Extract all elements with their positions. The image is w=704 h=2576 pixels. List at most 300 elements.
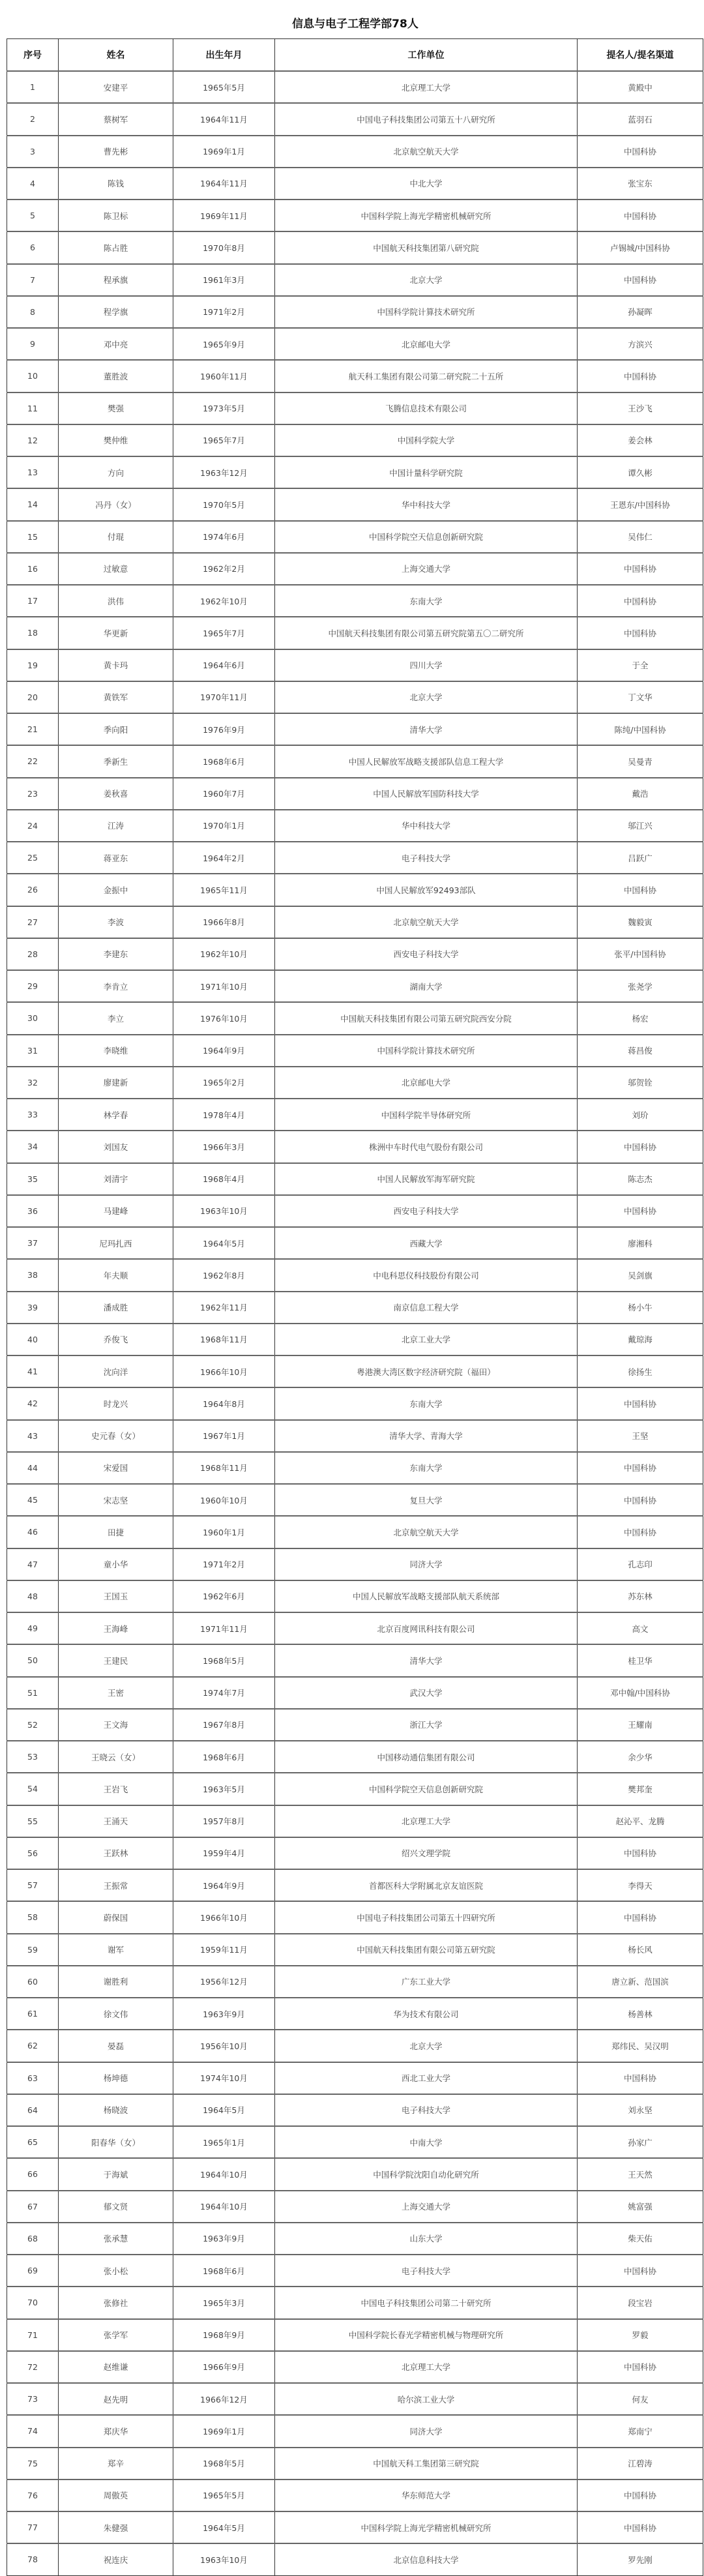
cell-nominator: 中国科协 [578, 585, 703, 617]
cell-workplace: 上海交通大学 [275, 2191, 578, 2223]
cell-workplace: 中国人民解放军战略支援部队信息工程大学 [275, 745, 578, 777]
cell-birth: 1974年6月 [173, 521, 275, 553]
cell-nominator: 杨小牛 [578, 1292, 703, 1324]
cell-birth: 1962年6月 [173, 1580, 275, 1612]
cell-index: 18 [7, 617, 59, 649]
cell-index: 27 [7, 906, 59, 938]
cell-birth: 1963年12月 [173, 456, 275, 488]
cell-name: 方向 [59, 456, 173, 488]
cell-nominator: 谭久彬 [578, 456, 703, 488]
cell-birth: 1973年5月 [173, 392, 275, 424]
cell-nominator: 罗先刚 [578, 2543, 703, 2575]
cell-nominator: 邬江兴 [578, 810, 703, 842]
cell-workplace: 中国科学院沈阳自动化研究所 [275, 2158, 578, 2190]
cell-name: 王晓云（女） [59, 1741, 173, 1773]
table-row [7, 810, 703, 842]
cell-birth: 1959年11月 [173, 1934, 275, 1966]
cell-index: 8 [7, 296, 59, 328]
cell-index: 49 [7, 1612, 59, 1644]
cell-workplace: 北京理工大学 [275, 1805, 578, 1837]
cell-workplace: 中国人民解放军92493部队 [275, 874, 578, 906]
cell-index: 46 [7, 1516, 59, 1548]
cell-name: 阳春华（女） [59, 2126, 173, 2158]
table-row [7, 2511, 703, 2543]
cell-workplace: 中国人民解放军战略支援部队航天系统部 [275, 1580, 578, 1612]
cell-index: 68 [7, 2223, 59, 2255]
cell-nominator: 余少华 [578, 1741, 703, 1773]
cell-workplace: 电子科技大学 [275, 2255, 578, 2287]
cell-index: 28 [7, 938, 59, 970]
cell-index: 58 [7, 1901, 59, 1933]
cell-index: 32 [7, 1067, 59, 1099]
cell-workplace: 株洲中车时代电气股份有限公司 [275, 1131, 578, 1162]
cell-nominator: 郑纬民、吴汉明 [578, 2030, 703, 2062]
cell-workplace: 华为技术有限公司 [275, 1998, 578, 2030]
cell-index: 55 [7, 1805, 59, 1837]
table-row [7, 1998, 703, 2030]
cell-index: 38 [7, 1259, 59, 1291]
cell-workplace: 北京理工大学 [275, 2351, 578, 2383]
cell-nominator: 中国科协 [578, 1484, 703, 1516]
cell-index: 33 [7, 1099, 59, 1131]
table-row [7, 424, 703, 456]
cell-workplace: 清华大学 [275, 713, 578, 745]
cell-nominator: 陈志杰 [578, 1163, 703, 1195]
cell-nominator: 王坚 [578, 1420, 703, 1452]
cell-birth: 1962年11月 [173, 1292, 275, 1324]
cell-workplace: 北京工业大学 [275, 1324, 578, 1355]
cell-nominator: 中国科协 [578, 1516, 703, 1548]
cell-name: 沈向洋 [59, 1355, 173, 1387]
cell-name: 洪伟 [59, 585, 173, 617]
table-row [7, 778, 703, 810]
cell-nominator: 赵沁平、龙腾 [578, 1805, 703, 1837]
cell-birth: 1969年1月 [173, 136, 275, 168]
cell-name: 邓中亮 [59, 328, 173, 360]
cell-birth: 1965年1月 [173, 2126, 275, 2158]
cell-workplace: 湖南大学 [275, 970, 578, 1002]
cell-nominator: 中国科协 [578, 874, 703, 906]
cell-name: 谢胜利 [59, 1966, 173, 1998]
cell-workplace: 航天科工集团有限公司第二研究院二十五所 [275, 360, 578, 392]
cell-nominator: 柴天佑 [578, 2223, 703, 2255]
table-row [7, 1677, 703, 1709]
cell-nominator: 中国科协 [578, 617, 703, 649]
table-row [7, 2191, 703, 2223]
cell-name: 季向阳 [59, 713, 173, 745]
cell-nominator: 蓝羽石 [578, 103, 703, 135]
cell-birth: 1968年4月 [173, 1163, 275, 1195]
cell-birth: 1968年5月 [173, 1644, 275, 1676]
table-row [7, 200, 703, 231]
cell-workplace: 中国航天科技集团有限公司第五研究院西安分院 [275, 1002, 578, 1034]
cell-workplace: 中国科学院计算技术研究所 [275, 1035, 578, 1067]
header-workplace: 工作单位 [275, 39, 578, 72]
cell-index: 21 [7, 713, 59, 745]
cell-birth: 1971年11月 [173, 1612, 275, 1644]
table-row [7, 874, 703, 906]
cell-birth: 1978年4月 [173, 1099, 275, 1131]
cell-birth: 1964年10月 [173, 2191, 275, 2223]
table-row [7, 2383, 703, 2415]
cell-workplace: 北京邮电大学 [275, 328, 578, 360]
cell-workplace: 华东师范大学 [275, 2480, 578, 2511]
cell-name: 陈卫标 [59, 200, 173, 231]
table-row [7, 1163, 703, 1195]
cell-workplace: 同济大学 [275, 1548, 578, 1580]
cell-nominator: 中国科协 [578, 553, 703, 585]
cell-name: 李建东 [59, 938, 173, 970]
cell-name: 安建平 [59, 71, 173, 103]
table-row [7, 2319, 703, 2351]
cell-index: 15 [7, 521, 59, 553]
cell-index: 44 [7, 1452, 59, 1484]
cell-workplace: 电子科技大学 [275, 2094, 578, 2126]
cell-nominator: 中国科协 [578, 1387, 703, 1419]
table-row [7, 649, 703, 681]
cell-birth: 1962年8月 [173, 1259, 275, 1291]
cell-birth: 1969年1月 [173, 2415, 275, 2447]
cell-index: 22 [7, 745, 59, 777]
cell-index: 52 [7, 1709, 59, 1741]
table-row [7, 2062, 703, 2094]
cell-name: 晏磊 [59, 2030, 173, 2062]
cell-index: 69 [7, 2255, 59, 2287]
cell-birth: 1968年6月 [173, 1741, 275, 1773]
cell-name: 周傲英 [59, 2480, 173, 2511]
cell-name: 王建民 [59, 1644, 173, 1676]
cell-name: 于海斌 [59, 2158, 173, 2190]
table-row [7, 713, 703, 745]
cell-birth: 1965年7月 [173, 617, 275, 649]
cell-birth: 1968年9月 [173, 2319, 275, 2351]
table-row [7, 103, 703, 135]
table-row [7, 1548, 703, 1580]
cell-nominator: 徐扬生 [578, 1355, 703, 1387]
table-row [7, 553, 703, 585]
cell-nominator: 戴浩 [578, 778, 703, 810]
cell-name: 张承慧 [59, 2223, 173, 2255]
cell-index: 50 [7, 1644, 59, 1676]
cell-workplace: 东南大学 [275, 585, 578, 617]
cell-workplace: 中国人民解放军海军研究院 [275, 1163, 578, 1195]
cell-birth: 1968年5月 [173, 2448, 275, 2480]
cell-workplace: 哈尔滨工业大学 [275, 2383, 578, 2415]
cell-index: 36 [7, 1195, 59, 1227]
table-row [7, 1580, 703, 1612]
table-row [7, 1324, 703, 1355]
cell-workplace: 中电科思仪科技股份有限公司 [275, 1259, 578, 1291]
cell-name: 李波 [59, 906, 173, 938]
cell-index: 61 [7, 1998, 59, 2030]
table-row [7, 1387, 703, 1419]
cell-nominator: 戴琼海 [578, 1324, 703, 1355]
cell-index: 60 [7, 1966, 59, 1998]
cell-index: 63 [7, 2062, 59, 2094]
cell-index: 23 [7, 778, 59, 810]
cell-workplace: 中国科学院大学 [275, 424, 578, 456]
cell-name: 杨晓波 [59, 2094, 173, 2126]
cell-workplace: 中国计量科学研究院 [275, 456, 578, 488]
table-row [7, 392, 703, 424]
table-row [7, 1195, 703, 1227]
cell-nominator: 杨长风 [578, 1934, 703, 1966]
cell-name: 王振常 [59, 1869, 173, 1901]
cell-nominator: 何友 [578, 2383, 703, 2415]
cell-birth: 1968年11月 [173, 1324, 275, 1355]
cell-nominator: 王天然 [578, 2158, 703, 2190]
cell-nominator: 中国科协 [578, 264, 703, 296]
cell-name: 程承旗 [59, 264, 173, 296]
cell-name: 付琨 [59, 521, 173, 553]
table-row [7, 488, 703, 520]
cell-nominator: 中国科协 [578, 200, 703, 231]
cell-workplace: 北京信息科技大学 [275, 2543, 578, 2575]
cell-index: 19 [7, 649, 59, 681]
cell-nominator: 姚富强 [578, 2191, 703, 2223]
cell-birth: 1964年11月 [173, 103, 275, 135]
cell-name: 谢军 [59, 1934, 173, 1966]
cell-birth: 1960年1月 [173, 1516, 275, 1548]
cell-name: 刘清宇 [59, 1163, 173, 1195]
cell-name: 姜秋喜 [59, 778, 173, 810]
cell-index: 5 [7, 200, 59, 231]
cell-name: 乔俊飞 [59, 1324, 173, 1355]
table-row [7, 2351, 703, 2383]
cell-birth: 1960年10月 [173, 1484, 275, 1516]
table-row [7, 842, 703, 874]
table-row [7, 1709, 703, 1741]
cell-name: 刘国友 [59, 1131, 173, 1162]
cell-nominator: 罗毅 [578, 2319, 703, 2351]
cell-index: 42 [7, 1387, 59, 1419]
cell-name: 史元春（女） [59, 1420, 173, 1452]
cell-index: 73 [7, 2383, 59, 2415]
table-row [7, 136, 703, 168]
cell-index: 74 [7, 2415, 59, 2447]
cell-workplace: 中国航天科技集团第八研究院 [275, 231, 578, 263]
cell-name: 林学春 [59, 1099, 173, 1131]
cell-workplace: 西藏大学 [275, 1227, 578, 1259]
cell-workplace: 华中科技大学 [275, 810, 578, 842]
cell-nominator: 郑南宁 [578, 2415, 703, 2447]
cell-name: 季新生 [59, 745, 173, 777]
cell-index: 59 [7, 1934, 59, 1966]
cell-birth: 1960年11月 [173, 360, 275, 392]
cell-workplace: 中北大学 [275, 168, 578, 200]
table-row [7, 296, 703, 328]
cell-workplace: 武汉大学 [275, 1677, 578, 1709]
cell-workplace: 中国航天科技集团有限公司第五研究院 [275, 1934, 578, 1966]
cell-index: 39 [7, 1292, 59, 1324]
cell-name: 张学军 [59, 2319, 173, 2351]
table-row [7, 2543, 703, 2575]
cell-birth: 1967年8月 [173, 1709, 275, 1741]
cell-index: 48 [7, 1580, 59, 1612]
cell-workplace: 中国科学院上海光学精密机械研究所 [275, 2511, 578, 2543]
cell-name: 董胜波 [59, 360, 173, 392]
cell-nominator: 中国科协 [578, 2511, 703, 2543]
cell-birth: 1966年10月 [173, 1355, 275, 1387]
cell-name: 张小松 [59, 2255, 173, 2287]
cell-name: 金振中 [59, 874, 173, 906]
cell-workplace: 中国移动通信集团有限公司 [275, 1741, 578, 1773]
cell-name: 宋爱国 [59, 1452, 173, 1484]
cell-index: 51 [7, 1677, 59, 1709]
cell-birth: 1970年1月 [173, 810, 275, 842]
cell-birth: 1963年10月 [173, 1195, 275, 1227]
cell-birth: 1956年10月 [173, 2030, 275, 2062]
cell-nominator: 段宝岩 [578, 2287, 703, 2318]
cell-nominator: 魏毅寅 [578, 906, 703, 938]
cell-nominator: 王恩东/中国科协 [578, 488, 703, 520]
table-row [7, 2287, 703, 2318]
cell-nominator: 中国科协 [578, 2480, 703, 2511]
cell-index: 75 [7, 2448, 59, 2480]
cell-workplace: 四川大学 [275, 649, 578, 681]
cell-index: 37 [7, 1227, 59, 1259]
table-row [7, 264, 703, 296]
cell-index: 16 [7, 553, 59, 585]
cell-index: 66 [7, 2158, 59, 2190]
cell-nominator: 方滨兴 [578, 328, 703, 360]
cell-workplace: 中国科学院上海光学精密机械研究所 [275, 200, 578, 231]
cell-workplace: 中国航天科技集团有限公司第五研究院第五〇二研究所 [275, 617, 578, 649]
cell-index: 71 [7, 2319, 59, 2351]
cell-workplace: 广东工业大学 [275, 1966, 578, 1998]
cell-name: 祝连庆 [59, 2543, 173, 2575]
cell-name: 蔚保国 [59, 1901, 173, 1933]
page-title: 信息与电子工程学部78人 [292, 18, 418, 31]
cell-nominator: 刘玠 [578, 1099, 703, 1131]
cell-name: 王国玉 [59, 1580, 173, 1612]
cell-workplace: 西北工业大学 [275, 2062, 578, 2094]
cell-workplace: 中国人民解放军国防科技大学 [275, 778, 578, 810]
cell-birth: 1960年7月 [173, 778, 275, 810]
cell-name: 时龙兴 [59, 1387, 173, 1419]
cell-index: 40 [7, 1324, 59, 1355]
cell-index: 78 [7, 2543, 59, 2575]
table-row [7, 938, 703, 970]
cell-birth: 1966年12月 [173, 2383, 275, 2415]
cell-name: 李肯立 [59, 970, 173, 1002]
cell-birth: 1966年10月 [173, 1901, 275, 1933]
table-row [7, 71, 703, 103]
cell-index: 53 [7, 1741, 59, 1773]
cell-nominator: 杨宏 [578, 1002, 703, 1034]
header-index: 序号 [7, 39, 59, 72]
cell-index: 31 [7, 1035, 59, 1067]
cell-workplace: 复旦大学 [275, 1484, 578, 1516]
cell-birth: 1964年6月 [173, 649, 275, 681]
cell-workplace: 中南大学 [275, 2126, 578, 2158]
cell-index: 6 [7, 231, 59, 263]
cell-name: 冯丹（女） [59, 488, 173, 520]
cell-birth: 1961年3月 [173, 264, 275, 296]
table-row [7, 2094, 703, 2126]
cell-nominator: 于全 [578, 649, 703, 681]
table-row [7, 2223, 703, 2255]
table-row [7, 1805, 703, 1837]
table-row [7, 1131, 703, 1162]
cell-nominator: 蒋昌俊 [578, 1035, 703, 1067]
cell-workplace: 清华大学 [275, 1644, 578, 1676]
cell-name: 蔡树军 [59, 103, 173, 135]
cell-birth: 1962年2月 [173, 553, 275, 585]
cell-index: 41 [7, 1355, 59, 1387]
cell-index: 65 [7, 2126, 59, 2158]
cell-index: 4 [7, 168, 59, 200]
cell-nominator: 王耀南 [578, 1709, 703, 1741]
cell-workplace: 清华大学、青海大学 [275, 1420, 578, 1452]
table-row [7, 2255, 703, 2287]
cell-nominator: 张尧学 [578, 970, 703, 1002]
cell-index: 62 [7, 2030, 59, 2062]
table-row [7, 1227, 703, 1259]
cell-birth: 1956年12月 [173, 1966, 275, 1998]
cell-nominator: 中国科协 [578, 1901, 703, 1933]
table-row [7, 745, 703, 777]
cell-index: 67 [7, 2191, 59, 2223]
cell-name: 黄铁军 [59, 681, 173, 713]
table-row [7, 1901, 703, 1933]
cell-birth: 1964年9月 [173, 1869, 275, 1901]
cell-birth: 1970年5月 [173, 488, 275, 520]
cell-name: 樊仲维 [59, 424, 173, 456]
cell-name: 陈钱 [59, 168, 173, 200]
cell-workplace: 山东大学 [275, 2223, 578, 2255]
cell-birth: 1963年9月 [173, 1998, 275, 2030]
cell-birth: 1964年5月 [173, 1227, 275, 1259]
cell-name: 程学旗 [59, 296, 173, 328]
table-row [7, 1035, 703, 1067]
cell-index: 45 [7, 1484, 59, 1516]
table-row [7, 2158, 703, 2190]
table-row [7, 1837, 703, 1869]
cell-birth: 1976年9月 [173, 713, 275, 745]
cell-workplace: 中国科学院长春光学精密机械与物理研究所 [275, 2319, 578, 2351]
cell-nominator: 中国科协 [578, 2255, 703, 2287]
cell-birth: 1965年11月 [173, 874, 275, 906]
cell-workplace: 粤港澳大湾区数字经济研究院（福田） [275, 1355, 578, 1387]
table-row [7, 328, 703, 360]
cell-workplace: 北京百度网讯科技有限公司 [275, 1612, 578, 1644]
cell-birth: 1974年7月 [173, 1677, 275, 1709]
cell-birth: 1968年6月 [173, 2255, 275, 2287]
cell-workplace: 北京航空航天大学 [275, 136, 578, 168]
cell-index: 64 [7, 2094, 59, 2126]
cell-name: 童小华 [59, 1548, 173, 1580]
cell-name: 王文海 [59, 1709, 173, 1741]
cell-index: 9 [7, 328, 59, 360]
cell-nominator: 陈纯/中国科协 [578, 713, 703, 745]
cell-index: 76 [7, 2480, 59, 2511]
cell-nominator: 卢锡城/中国科协 [578, 231, 703, 263]
cell-birth: 1963年5月 [173, 1773, 275, 1805]
cell-workplace: 南京信息工程大学 [275, 1292, 578, 1324]
cell-index: 3 [7, 136, 59, 168]
cell-nominator: 樊邦奎 [578, 1773, 703, 1805]
cell-workplace: 上海交通大学 [275, 553, 578, 585]
cell-workplace: 北京大学 [275, 2030, 578, 2062]
table-row [7, 360, 703, 392]
cell-nominator: 唐立新、范国滨 [578, 1966, 703, 1998]
cell-nominator: 张平/中国科协 [578, 938, 703, 970]
cell-workplace: 北京大学 [275, 681, 578, 713]
cell-workplace: 中国电子科技集团公司第五十八研究所 [275, 103, 578, 135]
cell-birth: 1965年5月 [173, 71, 275, 103]
cell-workplace: 中国科学院空天信息创新研究院 [275, 521, 578, 553]
